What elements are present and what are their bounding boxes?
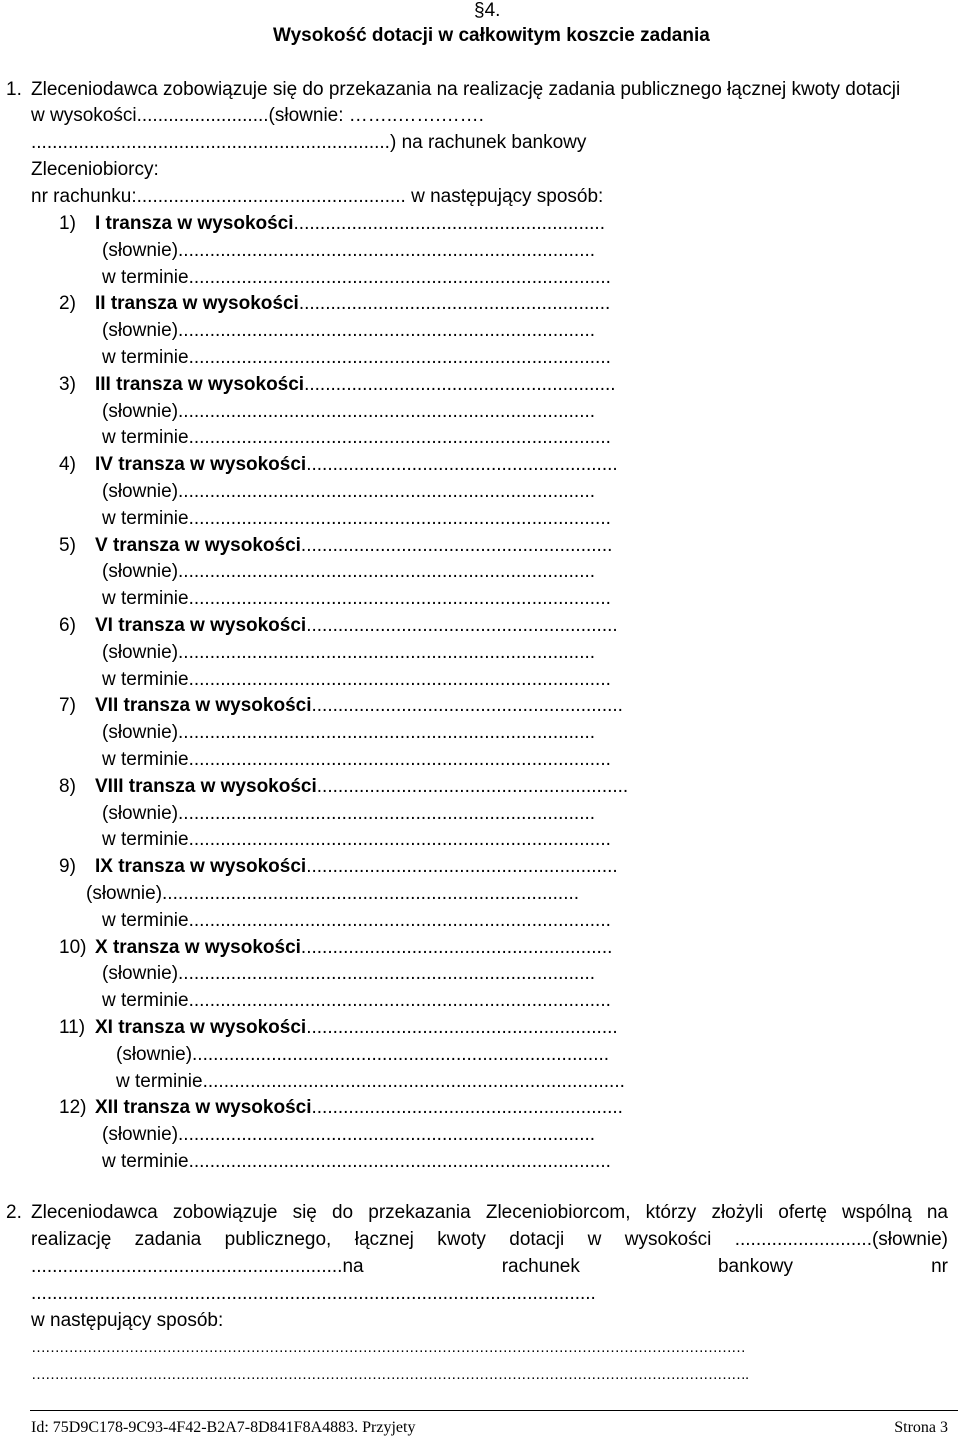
installment-term: w terminie................................................................................ — [102, 668, 611, 690]
installment-number: 4) — [59, 454, 76, 476]
installment-label: XI transza w wysokości — [95, 1017, 307, 1038]
installment-words: (słownie)............................................................................... — [102, 641, 596, 663]
installment-amount-line — [95, 291, 610, 317]
installment-amount-line — [95, 613, 618, 639]
installment-words: (słownie)............................................................................... — [102, 1124, 596, 1146]
installment-amount: ........................................................... — [306, 1017, 618, 1038]
installment-term: w terminie................................................................................ — [116, 1070, 625, 1092]
installment-number: 3) — [59, 373, 76, 395]
clause2-line6: ……………………………………………………………………………………………………………………………………… — [31, 1339, 745, 1356]
clause2-line1: Zleceniodawca zobowiązuje się do przekazania Zleceniobiorcom, którzy złożyli ofertę wspólną na — [31, 1202, 948, 1223]
installment-words: (słownie)............................................................................... — [102, 320, 596, 342]
clause2-line3: ...........................................................na rachunek bankowy nr — [31, 1256, 948, 1277]
clause1-line1: Zleceniodawca zobowiązuje się do przekazania na realizację zadania publicznego łącznej kwoty dotacji — [31, 79, 901, 100]
installment-words: (słownie)............................................................................... — [116, 1043, 610, 1065]
installment-number: 10) — [59, 936, 87, 958]
clause2-line7: ………………………………………………………………………………………………………………………………………. — [31, 1366, 749, 1383]
installment-amount: ........................................................... — [298, 293, 611, 315]
installment-term: w terminie................................................................................ — [102, 507, 611, 529]
installment-amount-line — [95, 452, 618, 478]
installment-words: (słownie)............................................................................... — [102, 561, 596, 583]
installment-amount-line — [95, 935, 612, 961]
installment-amount: ........................................................... — [306, 454, 618, 476]
installment-label: VII transza w wysokości — [95, 695, 312, 717]
installment-words: (słownie)............................................................................... — [86, 883, 580, 904]
installment-label: III transza w wysokości — [95, 373, 305, 395]
clause1-line5: nr rachunku:................................................... w następujący sposób: — [31, 186, 604, 207]
installment-amount: ........................................................... — [300, 936, 613, 958]
installment-amount: ........................................................... — [293, 213, 605, 234]
installment-number: 8) — [59, 775, 76, 797]
installment-amount-line — [95, 211, 605, 237]
footer-page-number: Strona 3 — [894, 1419, 948, 1436]
installment-label: X transza w wysokości — [95, 936, 301, 958]
installment-term: w terminie................................................................................ — [102, 588, 611, 610]
installment-term: w terminie................................................................................ — [102, 990, 611, 1012]
installment-amount: ........................................................... — [311, 1097, 623, 1119]
clause1-line2: w wysokości.........................(słownie: ……..…….……. — [31, 105, 484, 126]
installment-amount-line — [95, 533, 612, 559]
installment-term: w terminie................................................................................ — [102, 1151, 611, 1172]
installment-words: (słownie)............................................................................... — [102, 481, 596, 502]
installment-term: w terminie................................................................................ — [102, 427, 611, 449]
installment-number: 9) — [59, 856, 76, 878]
section-number: §4. — [474, 0, 501, 21]
installment-term: w terminie................................................................................ — [102, 347, 611, 368]
installment-amount-line — [95, 774, 628, 800]
installment-term: w terminie................................................................................ — [102, 266, 611, 288]
installment-amount: ........................................................... — [304, 373, 616, 395]
installment-label: XII transza w wysokości — [95, 1097, 312, 1119]
installment-term: w terminie................................................................................ — [102, 829, 611, 851]
installment-label: IV transza w wysokości — [95, 454, 307, 476]
installment-words: (słownie)............................................................................... — [102, 722, 596, 744]
installment-amount-line — [95, 1095, 623, 1121]
clause1-line4: Zleceniobiorcy: — [31, 159, 159, 180]
installment-words: (słownie)............................................................................... — [102, 400, 596, 422]
installment-label: VIII transza w wysokości — [95, 775, 317, 797]
installment-amount: ........................................................... — [306, 615, 618, 636]
footer-divider — [30, 1410, 958, 1411]
clause1-line3: ....................................................................) na rachunek bankowy — [31, 132, 587, 153]
installment-amount-line — [95, 854, 618, 880]
installment-amount-line — [95, 372, 616, 398]
installment-amount: ........................................................... — [311, 695, 623, 717]
installment-term: w terminie................................................................................ — [102, 909, 611, 931]
installment-words: (słownie)............................................................................... — [102, 802, 596, 824]
installment-number: 12) — [59, 1097, 87, 1119]
clause2-line5: w następujący sposób: — [31, 1310, 224, 1331]
installment-number: 6) — [59, 615, 76, 636]
installment-number: 11) — [59, 1017, 86, 1038]
footer-id: Id: 75D9C178-9C93-4F42-B2A7-8D841F8A4883. Przyjety — [31, 1419, 416, 1436]
installment-label: IX transza w wysokości — [95, 856, 307, 878]
installment-amount: ........................................................... — [316, 775, 629, 797]
installment-number: 1) — [59, 213, 76, 234]
installment-label: V transza w wysokości — [95, 534, 301, 556]
section-title: Wysokość dotacji w całkowitym koszcie zadania — [273, 25, 710, 46]
installment-label: VI transza w wysokości — [95, 615, 307, 636]
installment-amount-line — [95, 693, 623, 719]
installment-number: 5) — [59, 534, 76, 556]
installment-amount-line — [95, 1015, 618, 1041]
installment-amount: ........................................................... — [300, 534, 613, 556]
clause2-line2: realizację zadania publicznego, łącznej kwoty dotacji w wysokości ..........................(słownie) — [31, 1229, 948, 1250]
installment-number: 2) — [59, 293, 76, 315]
installment-words: (słownie)............................................................................... — [102, 239, 596, 261]
clause2-number: 2. — [6, 1202, 22, 1223]
clause1-number: 1. — [6, 79, 22, 100]
clause2-line4: ........................................................................................................... — [31, 1283, 596, 1304]
installment-label: II transza w wysokości — [95, 293, 299, 315]
installment-words: (słownie)............................................................................... — [102, 963, 596, 985]
installment-number: 7) — [59, 695, 76, 717]
installment-label: I transza w wysokości — [95, 213, 294, 234]
installment-amount: ........................................................... — [306, 856, 618, 878]
installment-term: w terminie................................................................................ — [102, 749, 611, 770]
